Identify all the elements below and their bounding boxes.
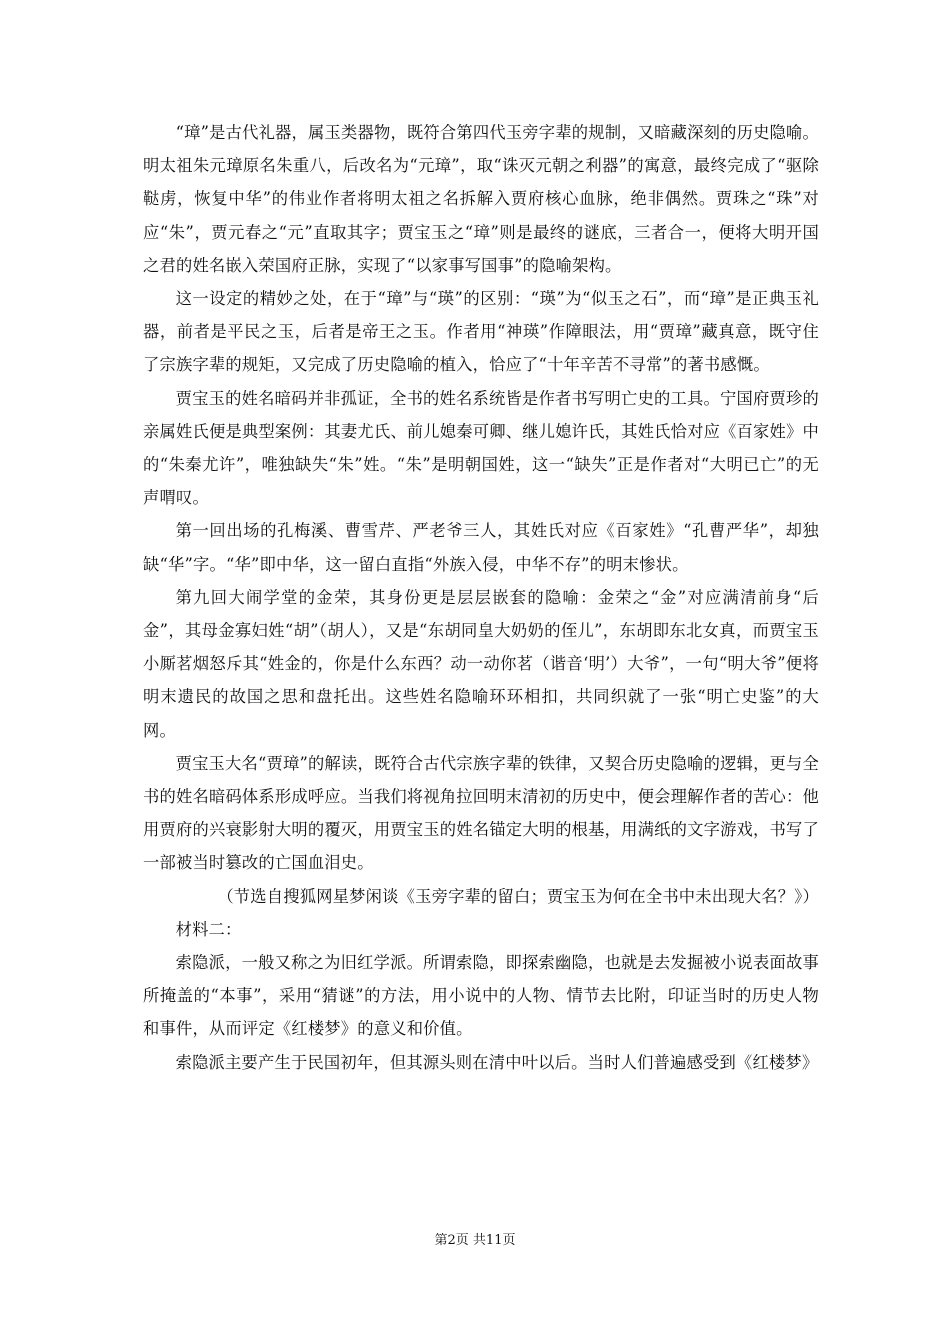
paragraph: 索隐派主要产生于民国初年，但其源头则在清中叶以后。当时人们普遍感受到《红楼梦》 — [175, 1052, 819, 1072]
paragraph: 这一设定的精妙之处，在于“璋”与“瑛”的区别：“瑛”为“似玉之石”，而“璋”是正典玉礼器，前者是平民之玉，后者是帝王之玉。作者用“神瑛”作障眼法，用“贾璋”藏真意，既守住了宗族字辈的规矩，又完成了历史隐喻的植入，恰应了“十年辛苦不寻常”的著书感慨。 — [143, 289, 819, 375]
material-label: 材料二： — [175, 919, 242, 939]
paragraph: 索隐派，一般又称之为旧红学派。所谓索隐，即探索幽隐，也就是去发掘被小说表面故事所掩盖的“本事”，采用“猜谜”的方法，用小说中的人物、情节去比附，印证当时的历史人物和事件，从而评定《红楼梦》的意义和价值。 — [143, 953, 819, 1039]
source-citation: （节选自搜狐网星梦闲谈《玉旁字辈的留白；贾宝玉为何在全书中未出现大名？》） — [217, 886, 819, 906]
paragraph: 第一回出场的孔梅溪、曹雪芹、严老爷三人，其姓氏对应《百家姓》“孔曹严华”，却独缺“华”字。“华”即中华，这一留白直指“外族入侵，中华不存”的明末惨状。 — [143, 521, 819, 574]
article-body — [143, 116, 819, 1079]
paragraph: 贾宝玉的姓名暗码并非孤证，全书的姓名系统皆是作者书写明亡史的工具。宁国府贾珍的亲属姓氏便是典型案例：其妻尤氏、前儿媳秦可卿、继儿媳许氏，其姓氏恰对应《百家姓》中的“朱秦尤许”，唯独缺失“朱”姓。“朱”是明朝国姓，这一“缺失”正是作者对“大明已亡”的无声喟叹。 — [143, 388, 819, 508]
paragraph: “璋”是古代礼器，属玉类器物，既符合第四代玉旁字辈的规制，又暗藏深刻的历史隐喻。明太祖朱元璋原名朱重八，后改名为“元璋”，取“诛灭元朝之利器”的寓意，最终完成了“驱除鞑虏，恢复中华”的伟业作者将明太祖之名拆解入贾府核心血脉，绝非偶然。贾珠之“珠”对应“朱”，贾元春之“元”直取其字；贾宝玉之“璋”则是最终的谜底，三者合一，便将大明开国之君的姓名嵌入荣国府正脉，实现了“以家事写国事”的隐喻架构。 — [143, 123, 819, 275]
paragraph: 第九回大闹学堂的金荣，其身份更是层层嵌套的隐喻：金荣之“金”对应满清前身“后金”，其母金寡妇姓“胡”（胡人），又是“东胡同皇大奶奶的侄儿”，东胡即东北女真，而贾宝玉小厮茗烟怒斥其“姓金的，你是什么东西？动一动你茗（谐音‘明’）大爷”，一句“明大爷”便将明末遗民的故国之思和盘托出。这些姓名隐喻环环相扣，共同织就了一张“明亡史鉴”的大网。 — [143, 587, 819, 740]
page-footer: 第2页 共11页 — [434, 1233, 516, 1248]
paragraph: 贾宝玉大名“贾璋”的解读，既符合古代宗族字辈的铁律，又契合历史隐喻的逻辑，更与全书的姓名暗码体系形成呼应。当我们将视角拉回明末清初的历史中，便会理解作者的苦心：他用贾府的兴衰影射大明的覆灭，用贾宝玉的姓名锚定大明的根基，用满纸的文字游戏，书写了一部被当时篡改的亡国血泪史。 — [143, 753, 819, 873]
